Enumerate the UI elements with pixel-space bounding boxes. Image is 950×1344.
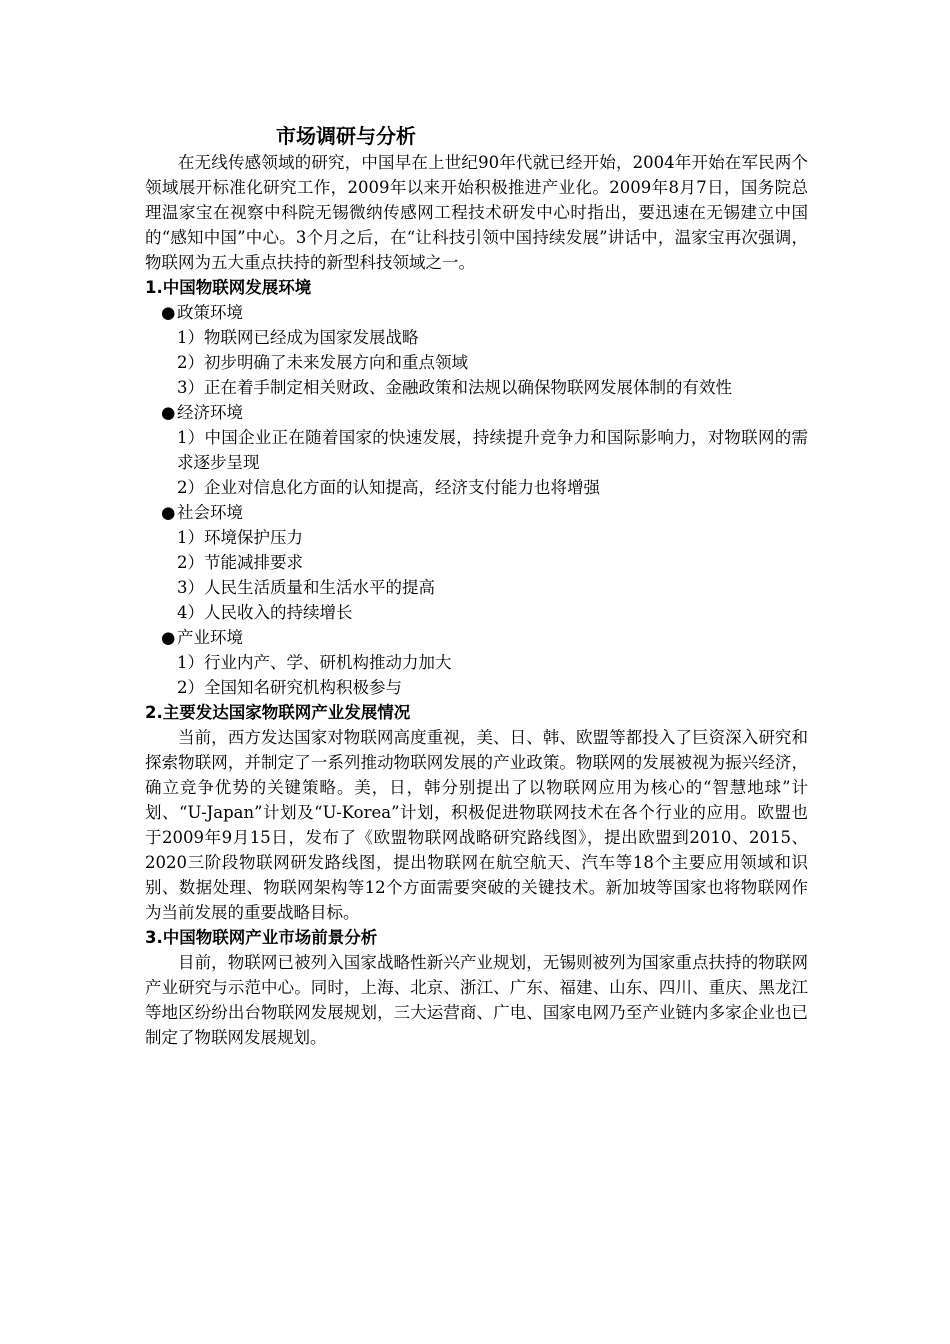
document-title: 市场调研与分析 bbox=[276, 124, 416, 148]
list-item: 4）人民收入的持续增长 bbox=[177, 603, 353, 622]
list-item: 3）正在着手制定相关财政、金融政策和法规以确保物联网发展体制的有效性 bbox=[177, 378, 732, 397]
list-item: 2）企业对信息化方面的认知提高，经济支付能力也将增强 bbox=[177, 478, 600, 497]
bullet-label: 产业环境 bbox=[177, 628, 243, 647]
list-item: 1）物联网已经成为国家发展战略 bbox=[177, 328, 419, 347]
section-2-heading: 2.主要发达国家物联网产业发展情况 bbox=[145, 703, 411, 722]
list-item: 1）中国企业正在随着国家的快速发展，持续提升竞争力和国际影响力，对物联网的需求逐步呈现 bbox=[177, 428, 808, 472]
bullet-label: 政策环境 bbox=[177, 303, 243, 322]
section-1-heading: 1.中国物联网发展环境 bbox=[145, 278, 312, 297]
document-content bbox=[145, 122, 808, 1050]
bullet-icon: ● bbox=[161, 403, 176, 422]
list-item: 1）环境保护压力 bbox=[177, 528, 303, 547]
bullet-label: 社会环境 bbox=[177, 503, 243, 522]
bullet-icon: ● bbox=[161, 503, 176, 522]
section-3-heading: 3.中国物联网产业市场前景分析 bbox=[145, 928, 378, 947]
intro-paragraph: 在无线传感领域的研究，中国早在上世纪90年代就已经开始，2004年开始在军民两个领域展开标准化研究工作，2009年以来开始积极推进产业化。2009年8月7日，国务院总理温家宝在视察中科院无锡微纳传感网工程技术研发中心时指出，要迅速在无锡建立中国的“感知中国”中心。3个月之后，在“让科技引领中国持续发展”讲话中，温家宝再次强调，物联网为五大重点扶持的新型科技领域之一。 bbox=[145, 153, 808, 272]
bullet-icon: ● bbox=[161, 628, 176, 647]
bullet-society bbox=[161, 500, 808, 525]
bullet-policy bbox=[161, 300, 808, 325]
list-item: 1）行业内产、学、研机构推动力加大 bbox=[177, 653, 452, 672]
list-item: 2）初步明确了未来发展方向和重点领域 bbox=[177, 353, 468, 372]
list-item: 3）人民生活质量和生活水平的提高 bbox=[177, 578, 435, 597]
bullet-label: 经济环境 bbox=[177, 403, 243, 422]
bullet-economy bbox=[161, 400, 808, 425]
bullet-industry bbox=[161, 625, 808, 650]
bullet-icon: ● bbox=[161, 303, 176, 322]
list-item: 2）节能减排要求 bbox=[177, 553, 303, 572]
list-item: 2）全国知名研究机构积极参与 bbox=[177, 678, 402, 697]
section-2-paragraph: 当前，西方发达国家对物联网高度重视，美、日、韩、欧盟等都投入了巨资深入研究和探索物联网，并制定了一系列推动物联网发展的产业政策。物联网的发展被视为振兴经济，确立竞争优势的关键策略。美，日，韩分别提出了以物联网应用为核心的“智慧地球”计划、“U-Japan”计划及“U-Korea”计划，积极促进物联网技术在各个行业的应用。欧盟也于2009年9月15日，发布了《欧盟物联网战略研究路线图》，提出欧盟到2010、2015、2020三阶段物联网研发路线图，提出物联网在航空航天、汽车等18个主要应用领域和识别、数据处理、物联网架构等12个方面需要突破的关键技术。新加坡等国家也将物联网作为当前发展的重要战略目标。 bbox=[145, 728, 808, 922]
section-3-paragraph: 目前，物联网已被列入国家战略性新兴产业规划，无锡则被列为国家重点扶持的物联网产业研究与示范中心。同时，上海、北京、浙江、广东、福建、山东、四川、重庆、黑龙江等地区纷纷出台物联网发展规划，三大运营商、广电、国家电网乃至产业链内多家企业也已制定了物联网发展规划。 bbox=[145, 953, 808, 1047]
